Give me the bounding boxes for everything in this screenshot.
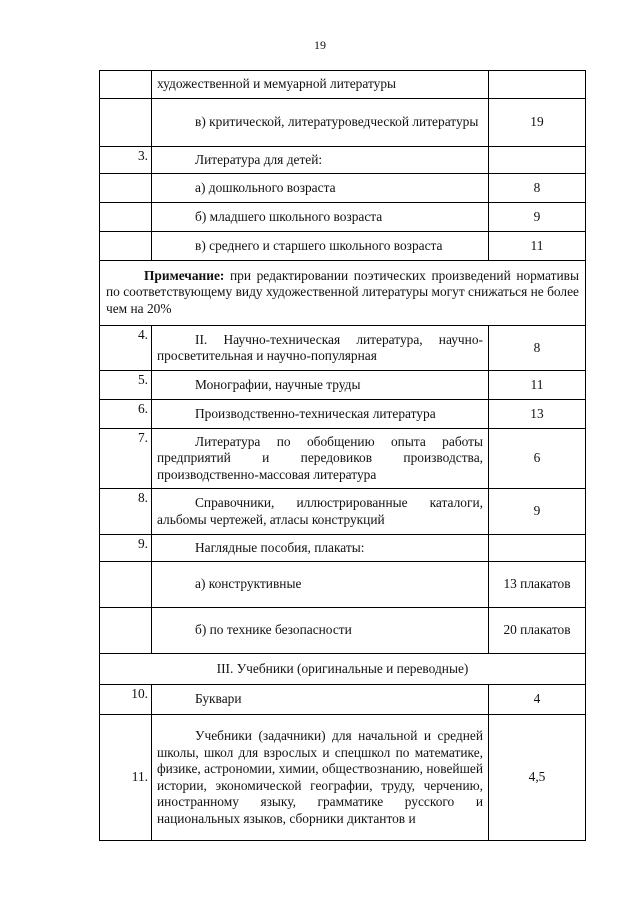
row-number: 11. xyxy=(100,715,152,841)
table-row xyxy=(100,400,586,429)
row-number xyxy=(100,71,152,99)
row-number: 7. xyxy=(100,429,152,489)
row-value: 9 xyxy=(489,489,586,535)
page-number: 19 xyxy=(314,38,326,52)
row-value: 13 плакатов xyxy=(489,562,586,608)
row-number: 9. xyxy=(100,535,152,562)
row-description: Литература по обобщению опыта работы предприятий и передовиков производства, производственно-массовая литература xyxy=(152,429,489,489)
table-row xyxy=(100,429,586,489)
row-number xyxy=(100,608,152,654)
row-description: Производственно-техническая литература xyxy=(152,400,489,429)
row-description: б) по технике безопасности xyxy=(152,608,489,654)
note-cell xyxy=(100,261,586,326)
row-number: 4. xyxy=(100,326,152,371)
row-number: 6. xyxy=(100,400,152,429)
row-description: Буквари xyxy=(152,685,489,715)
row-description: Учебники (задачники) для начальной и средней школы, школ для взрослых и спецшкол по математике, физике, астрономии, химии, обществознанию, новейшей истории, экономической географии, труду, черчению, иностранному языку, грамматике русского и национальных языков, сборники диктантов и xyxy=(152,715,489,841)
norms-table xyxy=(99,70,586,841)
row-value: 6 xyxy=(489,429,586,489)
row-value: 8 xyxy=(489,326,586,371)
row-description: Наглядные пособия, плакаты: xyxy=(152,535,489,562)
row-value: 13 xyxy=(489,400,586,429)
row-value xyxy=(489,535,586,562)
note-text: при редактировании поэтических произведений нормативы по соответствующему виду художественной литературы могут снижаться не более чем на 20% xyxy=(106,267,579,316)
note-label: Примечание: xyxy=(144,267,225,283)
row-description: художественной и мемуарной литературы xyxy=(152,71,489,99)
row-value: 9 xyxy=(489,203,586,232)
row-value: 19 xyxy=(489,99,586,147)
row-description: а) дошкольного возраста xyxy=(152,174,489,203)
row-description: Монографии, научные труды xyxy=(152,371,489,400)
table-row xyxy=(100,174,586,203)
row-description: в) среднего и старшего школьного возраста xyxy=(152,232,489,261)
row-value: 4,5 xyxy=(489,715,586,841)
row-description: II. Научно-техническая литература, научно-просветительная и научно-популярная xyxy=(152,326,489,371)
row-number: 10. xyxy=(100,685,152,715)
row-value: 11 xyxy=(489,371,586,400)
row-value: 8 xyxy=(489,174,586,203)
row-number xyxy=(100,174,152,203)
table-row xyxy=(100,562,586,608)
row-number xyxy=(100,99,152,147)
row-number: 3. xyxy=(100,147,152,174)
row-number: 5. xyxy=(100,371,152,400)
row-value: 11 xyxy=(489,232,586,261)
row-description: Литература для детей: xyxy=(152,147,489,174)
note-row xyxy=(100,261,586,326)
table-row xyxy=(100,203,586,232)
table-row xyxy=(100,608,586,654)
row-number xyxy=(100,232,152,261)
row-number: 8. xyxy=(100,489,152,535)
table-row xyxy=(100,71,586,99)
row-number xyxy=(100,203,152,232)
table-row xyxy=(100,147,586,174)
table-row xyxy=(100,535,586,562)
row-description: Справочники, иллюстрированные каталоги, альбомы чертежей, атласы конструкций xyxy=(152,489,489,535)
row-number xyxy=(100,562,152,608)
row-description: а) конструктивные xyxy=(152,562,489,608)
table-row xyxy=(100,685,586,715)
table-row xyxy=(100,715,586,841)
table-row xyxy=(100,326,586,371)
table-row xyxy=(100,371,586,400)
row-value xyxy=(489,147,586,174)
section-heading: III. Учебники (оригинальные и переводные) xyxy=(100,654,586,685)
row-description: б) младшего школьного возраста xyxy=(152,203,489,232)
row-description: в) критической, литературоведческой литературы xyxy=(152,99,489,147)
table-row xyxy=(100,99,586,147)
section-row xyxy=(100,654,586,685)
row-value: 20 плакатов xyxy=(489,608,586,654)
row-value: 4 xyxy=(489,685,586,715)
row-value xyxy=(489,71,586,99)
table-row xyxy=(100,232,586,261)
table-row xyxy=(100,489,586,535)
